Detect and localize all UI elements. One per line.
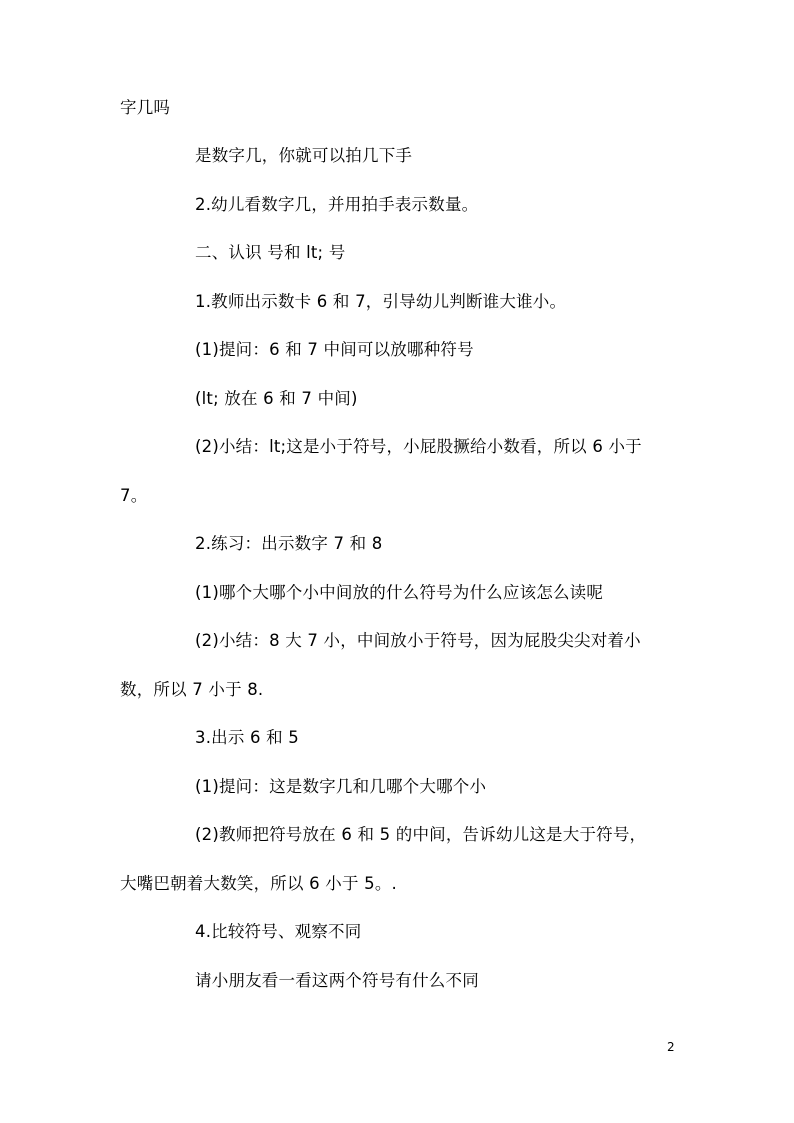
text-line: 7。 [120, 486, 148, 505]
text-line: (1)提问：这是数字几和几哪个大哪个小 [195, 777, 487, 796]
text-line: 字几吗 [120, 98, 171, 117]
text-line: 2.练习：出示数字 7 和 8 [195, 534, 383, 553]
text-line: (2)教师把符号放在 6 和 5 的中间，告诉幼儿这是大于符号， [195, 825, 647, 844]
text-line: (2)小结：lt;这是小于符号，小屁股撅给小数看，所以 6 小于 [195, 437, 642, 456]
text-line: 是数字几，你就可以拍几下手 [195, 146, 413, 165]
text-line: 数，所以 7 小于 8. [120, 680, 264, 699]
text-line: 请小朋友看一看这两个符号有什么不同 [195, 971, 479, 990]
section-heading: 二、认识 号和 lt; 号 [195, 243, 346, 262]
text-line: (1)提问：6 和 7 中间可以放哪种符号 [195, 340, 474, 359]
text-line: (2)小结：8 大 7 小，中间放小于符号，因为屁股尖尖对着小 [195, 631, 641, 650]
text-line: (1)哪个大哪个小中间放的什么符号为什么应该怎么读呢 [195, 583, 604, 602]
text-line: 3.出示 6 和 5 [195, 728, 299, 747]
page-number: 2 [667, 1040, 675, 1054]
text-line: 2.幼儿看数字几，并用拍手表示数量。 [195, 195, 479, 214]
text-line: 大嘴巴朝着大数笑，所以 6 小于 5。. [120, 874, 397, 893]
text-line: 1.教师出示数卡 6 和 7，引导幼儿判断谁大谁小。 [195, 292, 567, 311]
text-line: (lt; 放在 6 和 7 中间) [195, 389, 358, 408]
text-line: 4.比较符号、观察不同 [195, 922, 362, 941]
